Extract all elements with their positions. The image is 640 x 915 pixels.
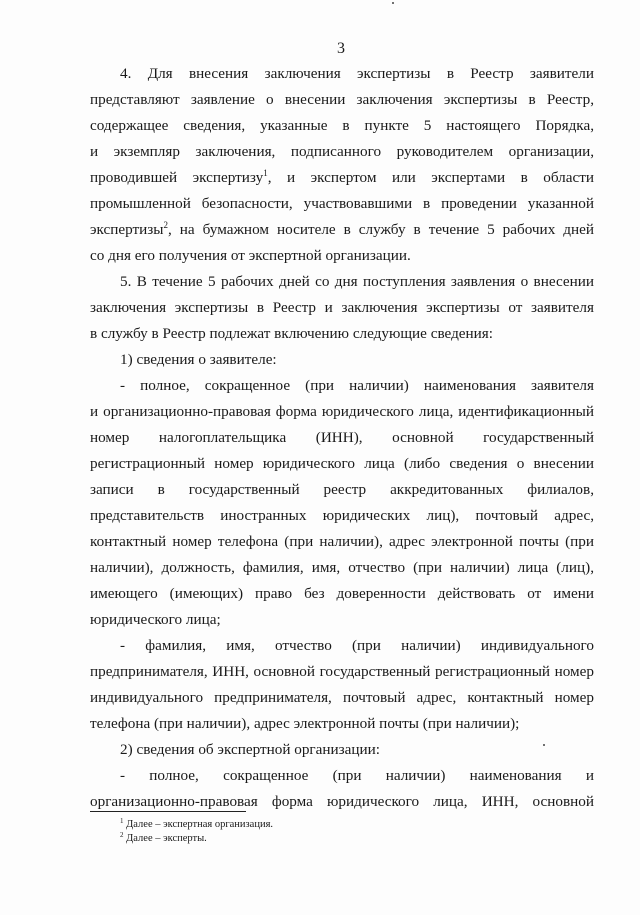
text-line: промышленной безопасности, участвовавшими в проведении указанной [90,195,594,212]
text-line: экспертизы$^2$, на бумажном носителе в службу в течение 5 рабочих дней [90,220,594,238]
text-line: представляют заявление о внесении заключения экспертизы в Реестр, [90,91,594,108]
text-line: со дня его получения от экспертной организации. [90,247,411,264]
text-line: представительств иностранных юридических лиц), почтовый адрес, [90,507,594,524]
footnote: $^1$ Далее – экспертная организация. [120,817,274,830]
text-line: имеющего (имеющих) право без доверенности действовать от имени [90,585,594,602]
text-line: и организационно-правовая форма юридического лица, идентификационный [90,403,594,420]
text-line: наличии), должность, фамилия, имя, отчество (при наличии) лица (лиц), [90,559,594,576]
text-line: 4. Для внесения заключения экспертизы в Реестр заявители [120,65,594,82]
text-line: 5. В течение 5 рабочих дней со дня поступления заявления о внесении [120,273,594,290]
text-line: и экземпляр заключения, подписанного руководителем организации, [90,143,594,160]
scan-speck [392,2,394,4]
text-line: - фамилия, имя, отчество (при наличии) индивидуального [120,637,594,654]
text-line: телефона (при наличии), адрес электронной почты (при наличии); [90,715,520,732]
text-line: проводившей экспертизу$^1$, и экспертом или экспертами в области [90,168,594,186]
text-line: юридического лица; [90,611,221,628]
text-line: - полное, сокращенное (при наличии) наименования заявителя [120,377,594,394]
footnote: $^2$ Далее – эксперты. [120,831,207,844]
text-line: индивидуального предпринимателя, почтовый адрес, контактный номер [90,689,594,706]
text-line: в службу в Реестр подлежат включению следующие сведения: [90,325,494,342]
text-line: записи в государственный реестр аккредитованных филиалов, [90,481,594,498]
text-line: организационно-правовая форма юридического лица, ИНН, основной [90,793,594,810]
list-item-heading: 1) сведения о заявителе: [120,351,277,368]
page-number: 3 [337,40,345,57]
text-line: контактный номер телефона (при наличии), адрес электронной почты (при [90,533,594,550]
text-line: регистрационный номер юридического лица (либо сведения о внесении [90,455,594,472]
list-item-heading: 2) сведения об экспертной организации: [120,741,380,758]
text-line: заключения экспертизы в Реестр и заключения экспертизы от заявителя [90,299,594,316]
text-line: - полное, сокращенное (при наличии) наименования и [120,767,594,784]
text-line: предпринимателя, ИНН, основной государственный регистрационный номер [90,663,594,680]
footnote-ref: 2 [163,220,168,230]
footnote-ref: 1 [263,168,268,178]
text-line: номер налогоплательщика (ИНН), основной государственный [90,429,594,446]
text-line: содержащее сведения, указанные в пункте 5 настоящего Порядка, [90,117,594,134]
scan-speck [543,744,545,746]
footnote-separator [90,811,246,812]
